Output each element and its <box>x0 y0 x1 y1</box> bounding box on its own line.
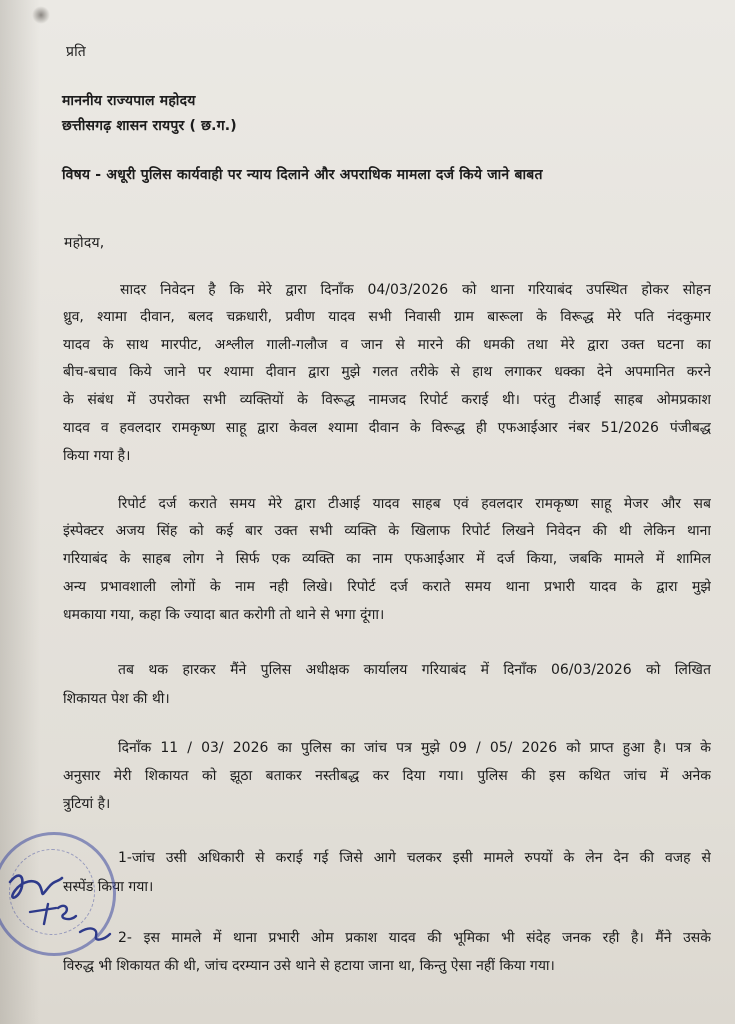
para2-line: रिपोर्ट दर्ज कराते समय मेरे द्वारा टीआई यादव साहब एवं हवलदार रामकृष्ण साहू मेजर और सब <box>118 496 711 512</box>
para3-line: शिकायत पेश की थी। <box>63 691 170 707</box>
para1-line: सादर निवेदन है कि मेरे द्वारा दिनाँक 04/03/2026 को थाना गरियाबंद उपस्थित होकर सोहन <box>120 282 711 298</box>
para4-line: अनुसार मेरी शिकायत को झूठा बताकर नस्तीबद्ध कर दिया गया। पुलिस की इस कथित जांच में अनेक <box>63 768 711 784</box>
recipient-line1: माननीय राज्यपाल महोदय <box>62 93 196 109</box>
para5-line: सस्पेंड किया गया। <box>63 879 154 895</box>
para2-line: अन्य प्रभावशाली लोगों के नाम नही लिखे। रिपोर्ट दर्ज कराते समय थाना प्रभारी यादव के द्वारा मुझे <box>63 579 711 595</box>
para2-line: धमकाया गया, कहा कि ज्यादा बात करोगी तो थाने से भगा दूंगा। <box>63 607 385 623</box>
para1-line: यादव व हवलदार रामकृष्ण साहू द्वारा केवल श्यामा दीवान के विरूद्ध ही एफआईआर नंबर 51/2026 पंजीबद्ध <box>63 420 711 436</box>
para6-line: विरुद्ध भी शिकायत की थी, जांच दरम्यान उसे थाने से हटाया जाना था, किन्तु ऐसा नहीं किया गया। <box>63 958 555 974</box>
para5-line: 1-जांच उसी अधिकारी से कराई गई जिसे आगे चलकर इसी मामले रुपयों के लेन देन की वजह से <box>118 850 711 866</box>
para1-line: बीच-बचाव किये जाने पर श्यामा दीवान द्वारा मुझे गलत तरीके से हाथ लगाकर धक्का देने अपमानित करने <box>63 364 711 380</box>
para1-line: के संबंध में उपरोक्त सभी व्यक्तियों के विरूद्ध नामजद रिपोर्ट कराई थी। परंतु टीआई साहब ओमप्रकाश <box>63 392 711 408</box>
para6-line: 2- इस मामले में थाना प्रभारी ओम प्रकाश यादव की भूमिका भी संदेह जनक रही है। मैंने उसके <box>118 930 711 946</box>
para2-line: इंस्पेक्टर अजय सिंह को कई बार उक्त सभी व्यक्ति के खिलाफ रिपोर्ट लिखने निवेदन की थी लेकिन थाना <box>63 523 711 539</box>
salutation: महोदय, <box>64 235 105 251</box>
para1-line: ध्रुव, श्यामा दीवान, बलद चक्रधारी, प्रवीण यादव सभी निवासी ग्राम बारूला के विरूद्ध मेरे पति नंदकुमार <box>63 309 711 325</box>
letter-to: प्रति <box>66 44 86 60</box>
para3-line: तब थक हारकर मैंने पुलिस अधीक्षक कार्यालय गरियाबंद में दिनाँक 06/03/2026 को लिखित <box>118 662 711 678</box>
para1-line: यादव के साथ मारपीट, अश्लील गाली-गलौज व जान से मारने की धमकी तथा मेरे द्वारा उक्त घटना का <box>63 337 711 353</box>
para1-line: किया गया है। <box>63 448 131 464</box>
para4-line: त्रुटियां है। <box>63 796 111 812</box>
para2-line: गरियाबंद के साहब लोग ने सिर्फ एक व्यक्ति का नाम एफआईआर में दर्ज किया, जबकि मामले में शामिल <box>63 551 711 567</box>
recipient-line2: छत्तीसगढ़ शासन रायपुर ( छ.ग.) <box>62 118 237 134</box>
para4-line: दिनाँक 11 / 03/ 2026 का पुलिस का जांच पत्र मुझे 09 / 05/ 2026 को प्राप्त हुआ है। पत्र के <box>118 740 711 756</box>
paper-mark <box>32 6 50 24</box>
letter-subject: विषय - अधूरी पुलिस कार्यवाही पर न्याय दिलाने और अपराधिक मामला दर्ज किये जाने बाबत <box>62 167 543 183</box>
handwritten-signature <box>0 852 130 952</box>
